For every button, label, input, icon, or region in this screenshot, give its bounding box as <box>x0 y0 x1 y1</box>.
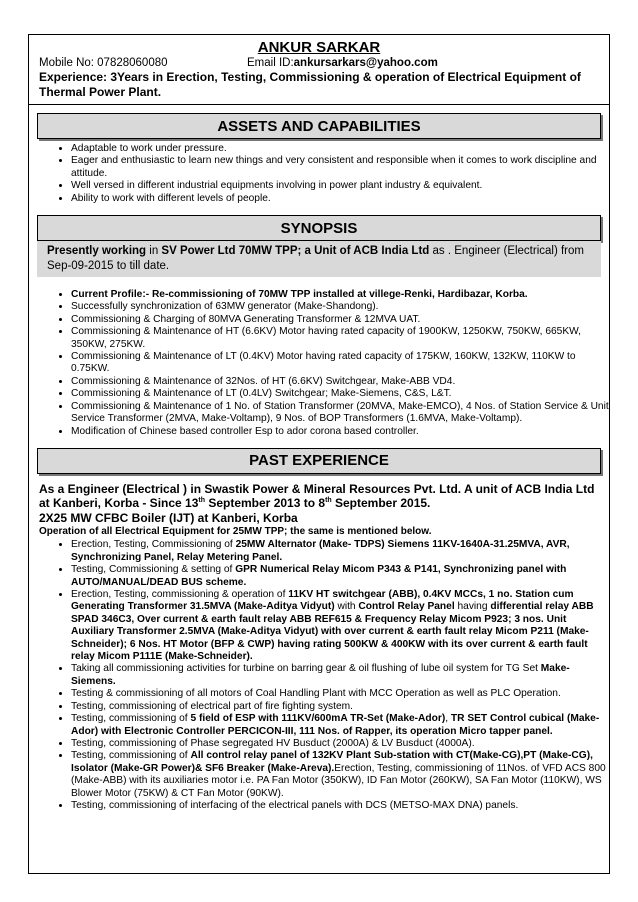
item-text: Erection, Testing, commissioning of 11Nos. of VFD ACS 800 (Make-ABB) with its auxiliaries motor i.e. PA Fan Motor (350KW), ID Fan Motor (260KW), SA Fan Motor (110KW), WS Blower Motor (75KW) & CT Fan Motor (90KW). <box>71 762 606 799</box>
ordinal-suffix: th <box>198 497 205 505</box>
list-item: • Well versed in different industrial equipments involving in power plant industry & equivalent. <box>71 180 609 192</box>
item-text: Testing, commissioning of <box>71 750 191 762</box>
synopsis-heading: SYNOPSIS <box>280 219 358 237</box>
contact-line <box>29 56 609 70</box>
synopsis-heading-box <box>37 215 601 241</box>
email-value: ankursarkars@yahoo.com <box>293 57 438 69</box>
current-status: Presently working <box>47 245 147 258</box>
list-item: • Commissioning & Maintenance of 1 No. of Station Transformer (20MVA, Make-EMCO), 4 Nos. of Station Service & Unit Service Transformer (2MVA, Make-Voltamp), 9 Nos. of BOP Transformers (1.6MVA, Make-Voltamp). <box>71 401 609 426</box>
item-text: having <box>454 601 491 613</box>
list-item <box>71 589 609 663</box>
current-role: as . Engineer (Electrical) from Sep-09-2015 to till date. <box>47 245 584 273</box>
past-title-dates <box>39 496 609 511</box>
past-dates-start: at Kanberi, Korba - Since 13 <box>39 496 199 511</box>
past-heading-box <box>37 448 601 474</box>
list-item: • Successfully synchronization of 63MW generator (Make-Shandong). <box>71 301 609 313</box>
item-bold: Control Relay Panel <box>358 601 455 613</box>
past-dates-mid: September 2013 to 8 <box>205 496 326 511</box>
assets-heading: ASSETS AND CAPABILITIES <box>217 117 421 135</box>
list-item: • Testing, commissioning of interfacing of the electrical panels with DCS (METSO-MAX DNA) panels. <box>71 800 609 812</box>
item-bold: TR SET Control cubical (Make-Ador) with Electronic Controller PERCICON-III, 111 Nos. of Rapper, its operation Micro tapper panel. <box>71 713 600 737</box>
item-bold: All control relay panel of 132KV Plant Sub-station with CT(Make-CG),PT (Make-CG), Isolator (Make-GR Power)& SF6 Breaker (Make-Areva). <box>71 750 593 774</box>
synopsis-list <box>29 289 609 438</box>
list-item: • Commissioning & Maintenance of HT (6.6KV) Motor having rated capacity of 1900KW, 1250KW, 750KW, 665KW, 350KW, 275KW. <box>71 326 609 351</box>
past-job-title <box>29 482 609 526</box>
list-item: • Eager and enthusiastic to learn new things and very consistent and responsible when it comes to work discipline and attitude. <box>71 155 609 180</box>
list-item <box>71 663 609 688</box>
ordinal-suffix: th <box>325 497 332 505</box>
list-item: • Testing, commissioning of Phase segregated HV Busduct (2000A) & LV Busduct (4000A). <box>71 738 609 750</box>
resume-page <box>28 34 610 874</box>
list-item: • Commissioning & Charging of 80MVA Generating Transformer & 12MVA UAT. <box>71 314 609 326</box>
item-bold: differential relay ABB SPAD 346C3, Over current & earth fault relay ABB REF615 & Frequency Relay Micom P923; 3 nos. Unit Auxiliary Transformer 2.5MVA (Make-Aditya Vidyut) with over current & earth fault relay Micom P211 (Make-Schneider); 6 Nos. HT Motor (BFP & CWP) having rating 500KW & 400KW with its over current & earth fault relay Micom P111E (Make-Schneider). <box>71 601 594 663</box>
item-text: Testing, commissioning of <box>71 713 191 725</box>
experience-summary: Experience: 3Years in Erection, Testing, Commissioning & operation of Electrical Equipment of Thermal Power Plant. <box>39 70 581 99</box>
item-text: Testing, Commissioning & setting of <box>71 564 236 576</box>
past-dates-end: September 2015. <box>331 496 431 511</box>
mobile-number: Mobile No: 07828060080 <box>39 57 168 69</box>
list-item: • Testing, commissioning of electrical part of fire fighting system. <box>71 701 609 713</box>
candidate-name: ANKUR SARKAR <box>257 39 381 56</box>
list-item <box>71 564 609 589</box>
email-label: Email ID: <box>247 57 294 69</box>
item-text: with <box>334 601 359 613</box>
past-list <box>29 539 609 812</box>
list-item: • Modification of Chinese based controller Esp to ador corona based controller. <box>71 426 609 438</box>
email <box>247 56 438 70</box>
current-connector: in <box>146 245 162 258</box>
current-profile-text: Current Profile:- Re-commissioning of 70MW TPP installed at villege-Renki, Hardibazar, Korba. <box>71 289 528 301</box>
past-plant: 2X25 MW CFBC Boiler (IJT) at Kanberi, Korba <box>39 510 298 525</box>
past-heading: PAST EXPERIENCE <box>249 452 389 470</box>
item-bold: 11KV HT switchgear (ABB), 0.4KV MCCs, 1 no. Station cum Generating Transformer 31.5MVA (Make-Aditya Vidyut) <box>71 589 574 613</box>
item-bold: 5 field of ESP with 111KV/600mA TR-Set (Make-Ador) <box>190 713 446 725</box>
assets-list <box>29 143 609 205</box>
item-bold: Make- Siemens. <box>71 663 570 687</box>
list-item: • Commissioning & Maintenance of LT (0.4LV) Switchgear; Make-Siemens, C&S, L&T. <box>71 388 609 400</box>
list-item: • Commissioning & Maintenance of 32Nos. of HT (6.6KV) Switchgear, Make-ABB VD4. <box>71 376 609 388</box>
divider <box>29 104 609 105</box>
list-item: • Commissioning & Maintenance of LT (0.4KV) Motor having rated capacity of 175KW, 160KW, 132KW, 110KW to 0.75KW. <box>71 351 609 376</box>
past-title-line: As a Engineer (Electrical ) in Swastik Power & Mineral Resources Pvt. Ltd. A unit of ACB India Ltd <box>39 481 595 496</box>
assets-heading-box <box>37 113 601 139</box>
item-bold: GPR Numerical Relay Micom P343 & P141, Synchronizing panel with AUTO/MANUAL/DEAD BUS scheme. <box>71 564 567 588</box>
item-text: Erection, Testing, commissioning & operation of <box>71 589 289 601</box>
current-profile <box>71 289 609 301</box>
current-company: SV Power Ltd 70MW TPP; a Unit of ACB India Ltd <box>161 245 430 258</box>
item-text: , <box>445 713 451 725</box>
past-operation: Operation of all Electrical Equipment for 25MW TPP; the same is mentioned below. <box>39 526 432 538</box>
item-text: Taking all commissioning activities for turbine on barring gear & oil flushing of lube oil system for TG Set <box>71 663 541 675</box>
list-item <box>71 713 609 738</box>
list-item <box>71 539 609 564</box>
list-item: • Testing & commissioning of all motors of Coal Handling Plant with MCC Operation as well as PLC Operation. <box>71 688 609 700</box>
list-item: • Adaptable to work under pressure. <box>71 143 609 155</box>
list-item <box>71 750 609 800</box>
item-bold: 25MW Alternator (Make- TDPS) Siemens 11KV-1640A-31.25MVA, AVR, Synchronizing Panel, Relay Metering Panel. <box>71 539 570 563</box>
list-item: • Ability to work with different levels of people. <box>71 193 609 205</box>
item-text: Erection, Testing, Commissioning of <box>71 539 236 551</box>
current-position <box>37 241 601 277</box>
